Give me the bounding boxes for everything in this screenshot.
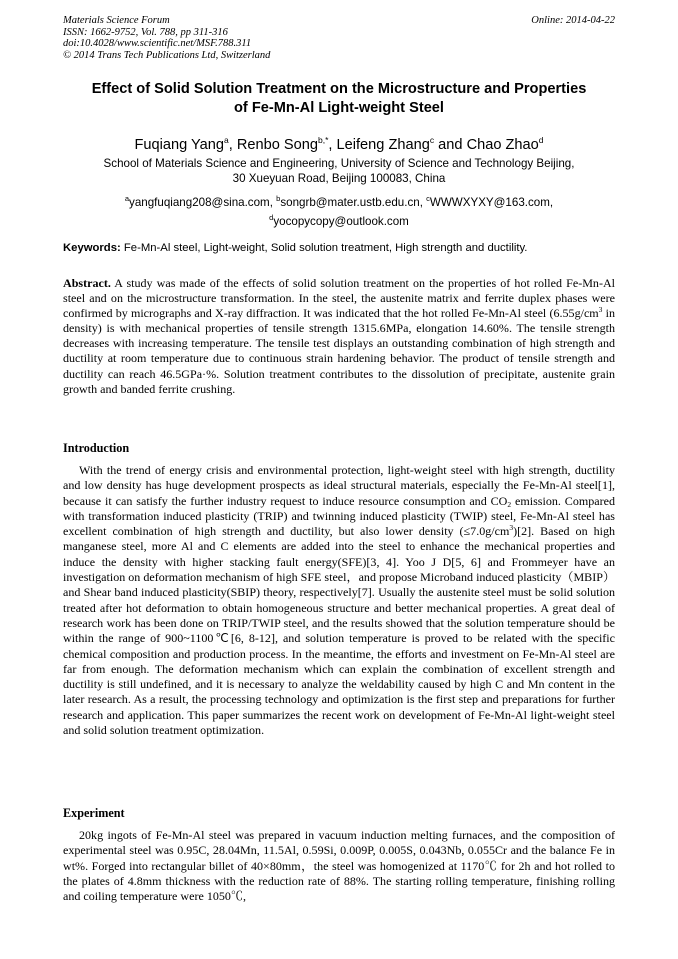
author-affil-mark: b,* <box>318 135 329 145</box>
superscript: 3 <box>598 305 603 315</box>
affiliation <box>60 156 618 186</box>
email-address: yangfuqiang208@sina.com, <box>129 196 277 209</box>
journal-header <box>63 15 615 61</box>
author-and: and <box>434 137 467 153</box>
email-line-1 <box>60 192 618 211</box>
author-name: Renbo Song <box>236 137 318 153</box>
author-name: Leifeng Zhang <box>336 137 430 153</box>
email-mark: d <box>269 212 274 222</box>
abstract <box>63 276 615 397</box>
keywords-label: Keywords: <box>63 242 121 254</box>
author-name: Fuqiang Yang <box>134 137 224 153</box>
superscript: 3 <box>509 523 514 533</box>
body-text: emission. Compared with transformation induced plasticity (TRIP) and twinning induced plasticity (TWIP) steel, Fe-Mn-Al steel has excellent combination of high strength and ductility, but also lower density (≤7.0g/cm <box>63 493 615 539</box>
email-mark: a <box>124 194 130 203</box>
title-line-2: of Fe-Mn-Al Light-weight Steel <box>234 100 444 116</box>
section-heading-introduction: Introduction <box>63 441 130 455</box>
author-affil-mark: c <box>429 135 435 145</box>
author-separator: , <box>328 137 337 153</box>
abstract-label: Abstract. <box>63 276 111 290</box>
abstract-text: A study was made of the effects of solid solution treatment on the properties of hot rolled Fe-Mn-Al steel and on the microstructure transformation. In the steel, the austenite matrix and ferrite duplex phases were confirmed by micrographs and X-ray diffraction. It was indicated that the hot rolled Fe-Mn-Al steel (6.55g/cm <box>63 276 615 321</box>
keywords-text: Fe-Mn-Al steel, Light-weight, Solid solution treatment, High strength and ductility. <box>120 242 528 254</box>
doi: doi:10.4028/www.scientific.net/MSF.788.311 <box>63 38 252 49</box>
paper-title <box>50 80 628 118</box>
author-name: Chao Zhao <box>466 137 539 153</box>
email-address: WWWXYXY@163.com, <box>429 196 554 209</box>
keywords <box>63 241 623 255</box>
author-affil-mark: a <box>224 135 229 145</box>
author-emails <box>60 192 618 229</box>
abstract-text: in density) is with mechanical properties of tensile strength 1315.6MPa, elongation 14.60%. The tensile strength decreases with increasing temperature. The tensile test displays an outstanding combination of high strength and ductility at room temperature due to continuous strain hardening behavior. The product of tensile strength and ductility can reach 46.5GPa·%. Solution treatment contributes to the dissolution of precipitate, austenite grain growth and banded ferrite crushing. <box>63 306 616 396</box>
body-text: )[2]. Based on high manganese steel, more Al and C elements are added into the steel to enhance the mechanical properties and induce the density with higher stacking fault energy(SFE)[3, 4]. Yoo J D[5, 6] and Frommeyer have an investigation on deformation mechanism of high SFE steel，and propose Microband induced plasticity（MBIP）and Shear band induced plasticity(SBIP) theory, respectively[7]. Usually the austenite steel must be solid solution treated after hot deformation to obtain homogeneous structure and better mechanical properties. A great deal of research work has been done on TRIP/TWIP steel, and the results showed that the solution temperature should be within the range of 900~1100℃[6, 8-12], and solution temperature is proved to be related with the specific chemical composition and production process. In the meantime, the efforts and investment on Fe-Mn-Al steel are far from enough. The deformation mechanism which can explain the combination of excellent strength and ductility is still undefined, and it is necessary to analyze the weldability caused by high C and Mn content in the later research. As a result, the processing technology and optimization is the first step and preparations for further research and application. This paper summarizes the recent work on development of Fe-Mn-Al light-weight steel and solid solution treatment optimization. <box>63 524 615 738</box>
section-heading-experiment: Experiment <box>63 806 125 820</box>
author-separator: , <box>228 137 237 153</box>
title-line-1: Effect of Solid Solution Treatment on the Microstructure and Properties <box>91 81 587 97</box>
copyright: © 2014 Trans Tech Publications Ltd, Switzerland <box>63 49 271 61</box>
affiliation-line-1: School of Materials Science and Engineering, University of Science and Technology Beijing, <box>103 157 575 170</box>
subscript: 2 <box>507 499 512 509</box>
email-address: yocopycopy@outlook.com <box>273 214 409 228</box>
email-mark: c <box>426 194 430 203</box>
author-list <box>40 131 638 154</box>
online-date: Online: 2014-04-22 <box>531 15 615 26</box>
email-address: songrb@mater.ustb.edu.cn, <box>280 196 427 209</box>
introduction-paragraph <box>63 463 615 738</box>
journal-name: Materials Science Forum <box>63 15 170 26</box>
email-line-2 <box>60 211 618 230</box>
affiliation-line-2: 30 Xueyuan Road, Beijing 100083, China <box>232 172 446 185</box>
email-mark: b <box>276 194 281 203</box>
issn: ISSN: 1662-9752, Vol. 788, pp 311-316 <box>63 26 228 38</box>
experiment-paragraph: 20kg ingots of Fe-Mn-Al steel was prepared in vacuum induction melting furnaces, and the composition of experimental steel was 0.95C, 28.04Mn, 11.5Al, 0.59Si, 0.009P, 0.005S, 0.043Nb, 0.055Cr and the balance Fe in wt%. Forged into rectangular billet of 40×80mm，the steel was homogenized at 1170℃ for 2h and hot rolled to the plates of 4.8mm thickness with the reduction rate of 88%. The starting rolling temperature, finishing rolling and coiling temperature were 1050℃, <box>63 828 615 904</box>
author-affil-mark: d <box>538 135 544 145</box>
body-text: With the trend of energy crisis and environmental protection, light-weight steel with high strength, ductility and low density has huge development prospects as ideal structural materials, especially the Fe-Mn-Al steel[1], because it can satisfy the further industry request to induce resource consumption and CO <box>63 463 615 508</box>
